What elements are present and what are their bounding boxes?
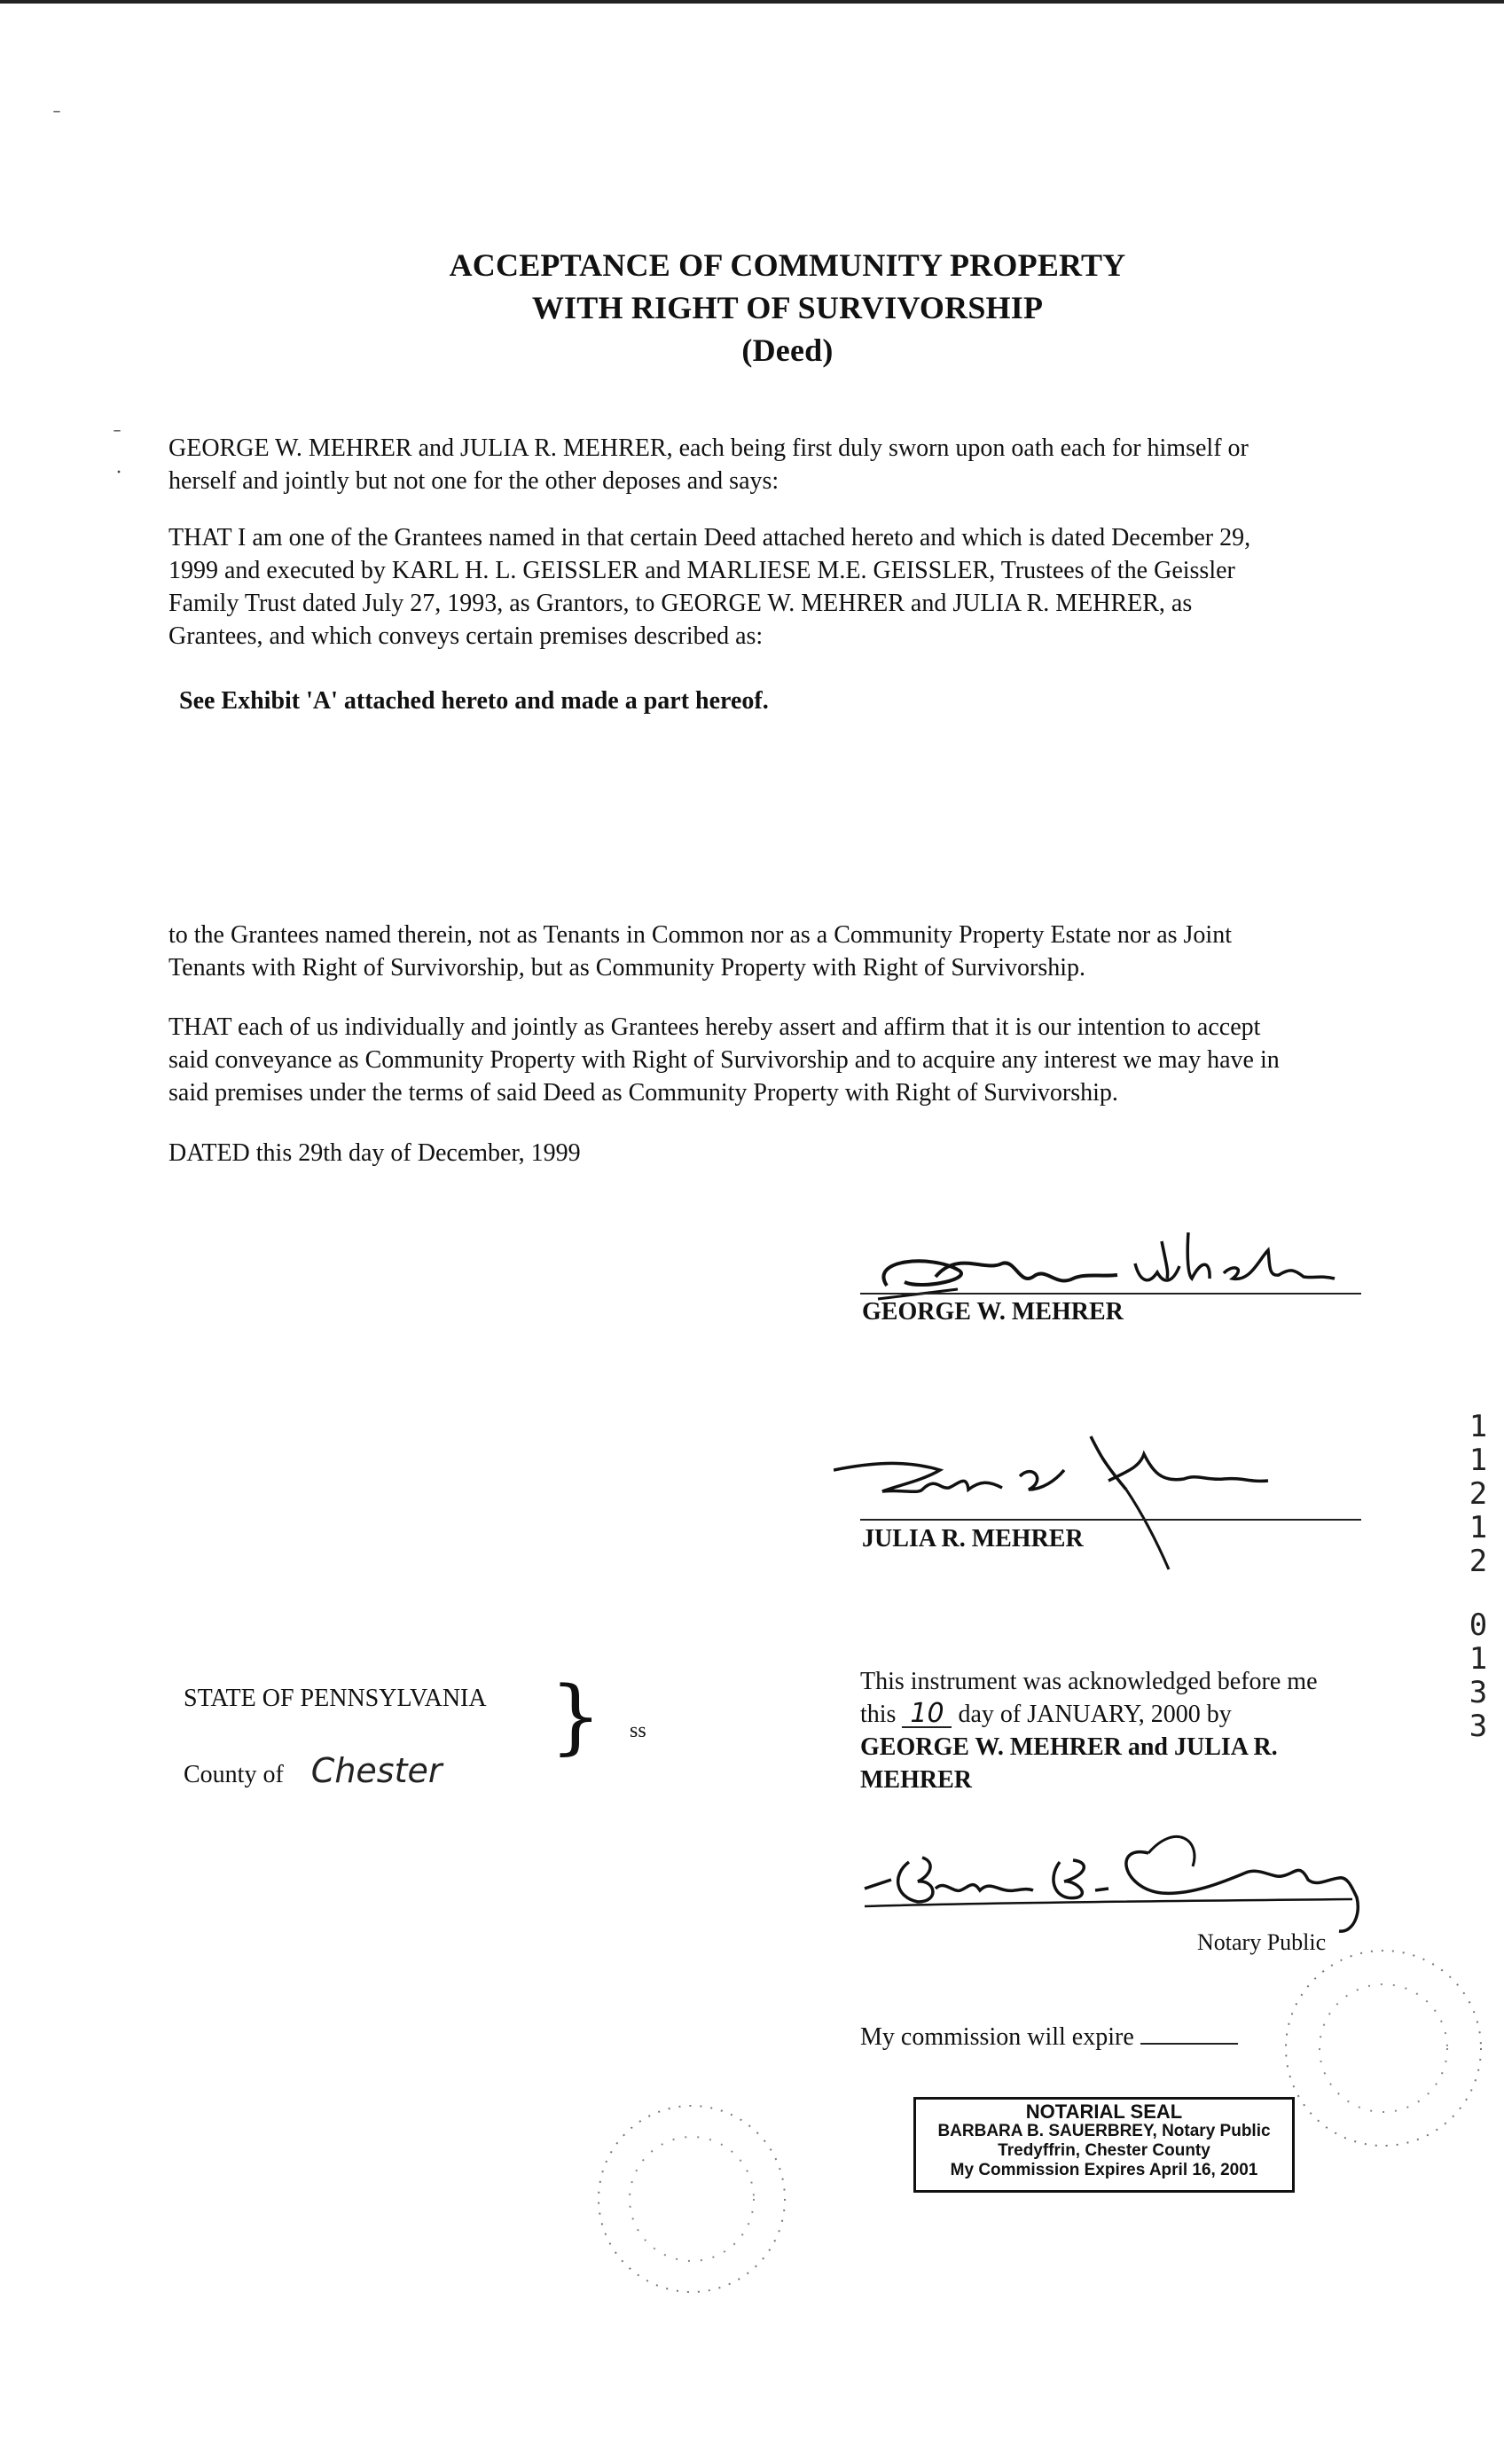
recording-number-stamp <box>1463 1410 1493 1743</box>
brace-symbol: } <box>550 1669 602 1764</box>
stamp-digit: 0 <box>1469 1607 1488 1643</box>
signer-george-name: GEORGE W. MEHRER <box>862 1298 1124 1326</box>
signer-julia-name: JULIA R. MEHRER <box>862 1525 1084 1553</box>
paragraph-line: to the Grantees named therein, not as Tenants in Common nor as a Community Property Estate nor as Joint <box>168 921 1232 949</box>
margin-mark: · <box>115 461 122 484</box>
stamp-digit: 1 <box>1469 1443 1488 1478</box>
commission-blank <box>1140 2023 1238 2045</box>
acknowledgment-block <box>860 1665 1392 1796</box>
commission-expire-line <box>860 2023 1238 2052</box>
ack-line: This instrument was acknowledged before me <box>860 1668 1318 1695</box>
seal-line: Tredyffrin, Chester County <box>998 2141 1210 2160</box>
ack-line <box>860 1698 1392 1731</box>
document-title-line-3: (Deed) <box>741 332 834 368</box>
ack-names: MEHRER <box>860 1766 972 1794</box>
notary-public-label: Notary Public <box>1197 1929 1327 1955</box>
signature-julia-mehrer <box>834 1428 1330 1578</box>
venue-county <box>184 1751 442 1790</box>
top-border <box>0 0 1504 4</box>
ack-day-handwritten: 10 <box>902 1701 952 1728</box>
signature-line <box>860 1519 1361 1521</box>
intro-line: GEORGE W. MEHRER and JULIA R. MEHRER, each being first duly sworn upon oath each for himself or <box>168 434 1249 462</box>
intro-paragraph <box>168 432 1383 497</box>
stamp-digit: 3 <box>1469 1675 1488 1710</box>
document-title-line-1: ACCEPTANCE OF COMMUNITY PROPERTY <box>449 247 1126 283</box>
seal-line: My Commission Expires April 16, 2001 <box>950 2161 1258 2179</box>
county-handwritten: Chester <box>310 1751 443 1790</box>
ack-this: this <box>860 1701 897 1728</box>
paragraph-line: said conveyance as Community Property with Right of Survivorship and to acquire any interest we may have in <box>168 1046 1280 1074</box>
signature-line <box>860 1293 1361 1295</box>
ack-names: GEORGE W. MEHRER and JULIA R. <box>860 1733 1278 1761</box>
affirmation-paragraph <box>168 1011 1383 1109</box>
intro-line: herself and jointly but not one for the other deposes and says: <box>168 467 779 495</box>
scilicet-abbreviation: ss <box>630 1719 646 1742</box>
stamp-digit: 1 <box>1469 1510 1488 1545</box>
stamp-digit: 3 <box>1469 1709 1488 1744</box>
venue-state: STATE OF PENNSYLVANIA <box>184 1685 487 1712</box>
paragraph-line: 1999 and executed by KARL H. L. GEISSLER and MARLIESE M.E. GEISSLER, Trustees of the Geissler <box>168 557 1235 584</box>
exhibit-reference: See Exhibit 'A' attached hereto and made a part hereof. <box>179 687 769 715</box>
margin-mark: ˉ <box>53 106 60 129</box>
grantee-statement-paragraph <box>168 521 1383 653</box>
stamp-digit: 2 <box>1469 1476 1488 1512</box>
document-title-line-2: WITH RIGHT OF SURVIVORSHIP <box>531 290 1044 325</box>
paragraph-line: THAT I am one of the Grantees named in that certain Deed attached hereto and which is dated December 29, <box>168 524 1251 551</box>
tenancy-paragraph <box>168 919 1383 984</box>
notarial-seal-stamp <box>913 2097 1295 2193</box>
paragraph-line: Grantees, and which conveys certain premises described as: <box>168 622 764 650</box>
seal-line: BARBARA B. SAUERBREY, Notary Public <box>937 2122 1271 2140</box>
stamp-digit: 1 <box>1469 1641 1488 1677</box>
ack-date-rest: day of JANUARY, 2000 by <box>958 1701 1232 1728</box>
paragraph-line: said premises under the terms of said Deed as Community Property with Right of Survivorship. <box>168 1079 1118 1107</box>
dated-line: DATED this 29th day of December, 1999 <box>168 1139 581 1167</box>
paragraph-line: Family Trust dated July 27, 1993, as Grantors, to GEORGE W. MEHRER and JULIA R. MEHRER, as <box>168 590 1193 617</box>
stamp-digit: 1 <box>1469 1409 1488 1444</box>
margin-mark: ˉ <box>114 426 121 449</box>
embossed-seal-impression <box>568 2092 816 2305</box>
county-label: County of <box>184 1761 284 1788</box>
paragraph-line: Tenants with Right of Survivorship, but as Community Property with Right of Survivorship. <box>168 954 1086 982</box>
seal-title: NOTARIAL SEAL <box>1025 2100 1183 2123</box>
paragraph-line: THAT each of us individually and jointly as Grantees hereby assert and affirm that it is our intention to accept <box>168 1013 1261 1041</box>
stamp-digit: 2 <box>1469 1544 1488 1579</box>
commission-label: My commission will expire <box>860 2023 1134 2051</box>
